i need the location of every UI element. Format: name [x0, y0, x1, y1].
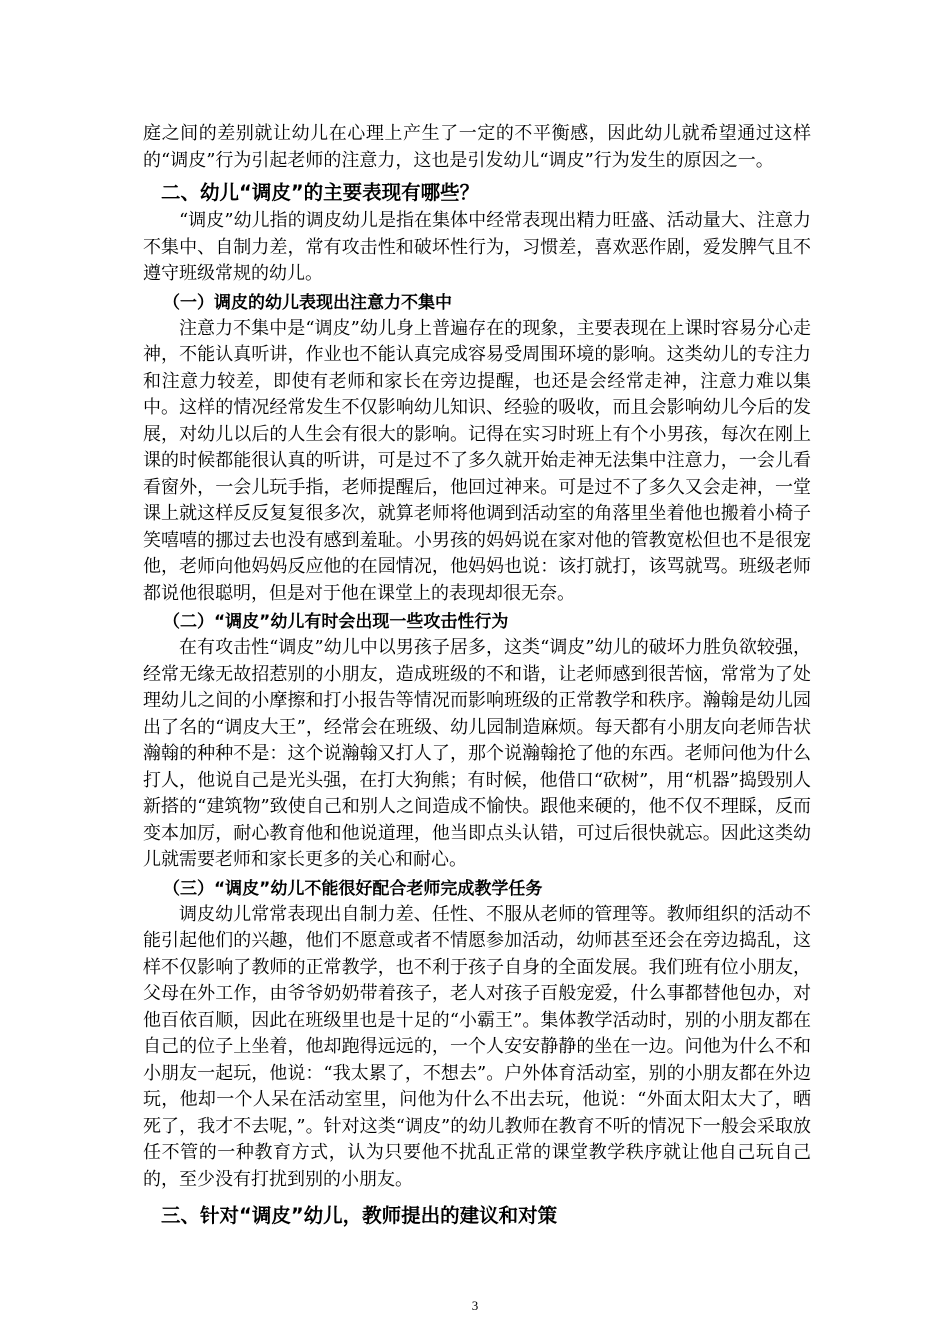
paragraph-cooperation: 调皮幼儿常常表现出自制力差、任性、不服从老师的管理等。教师组织的活动不能引起他们的兴趣，他们不愿意或者不情愿参加活动，幼师甚至还会在旁边捣乱，这样不仅影响了教师的正常教学，也不利于孩子自身的全面发展。我们班有位小朋友，父母在外工作，由爷爷奶奶带着孩子，老人对孩子百般宠爱，什么事都替他包办，对他百依百顺，因此在班级里也是十足的“小霸王”。集体教学活动时，别的小朋友都在自己的位子上坐着，他却跑得远远的，一个人安安静静的坐在一边。问他为什么不和小朋友一起玩，他说：“我太累了，不想去”。户外体育活动室，别的小朋友都在外边玩，他却一个人呆在活动室里，问他为什么不出去玩，他说：“外面太阳太大了，晒死了，我才不去呢，”。针对这类“调皮”的幼儿教师在教育不听的情况下一般会采取放任不管的一种教育方式，认为只要他不扰乱正常的课堂教学秩序就让他自己玩自己的，至少没有打扰到别的小朋友。	[143, 903, 811, 1190]
page-body	[143, 121, 811, 1231]
section-heading-2: 二、幼儿“调皮”的主要表现有哪些？	[161, 181, 480, 204]
page-number: 3	[471, 1298, 479, 1313]
subheading-2: （二）“调皮”幼儿有时会出现一些攻击性行为	[163, 612, 509, 632]
paragraph-definition: “调皮”幼儿指的调皮幼儿是指在集体中经常表现出精力旺盛、活动量大、注意力不集中、自制力差，常有攻击性和破坏性行为，习惯差，喜欢恶作剧，爱发脾气且不遵守班级常规的幼儿。	[143, 210, 811, 284]
subheading-3: （三）“调皮”幼儿不能很好配合老师完成教学任务	[163, 878, 543, 899]
paragraph-attention: 注意力不集中是“调皮”幼儿身上普遍存在的现象，主要表现在上课时容易分心走神，不能认真听讲，作业也不能认真完成容易受周围环境的影响。这类幼儿的专注力和注意力较差，即使有老师和家长在旁边提醒，也还是会经常走神，注意力难以集中。这样的情况经常发生不仅影响幼儿知识、经验的吸收，而且会影响幼儿今后的发展，对幼儿以后的人生会有很大的影响。记得在实习时班上有个小男孩，每次在刚上课的时候都能很认真的听讲，可是过不了多久就开始走神无法集中注意力，一会儿看看窗外，一会儿玩手指，老师提醒后，他回过神来。可是过不了多久又会走神，一堂课上就这样反反复复很多次，就算老师将他调到活动室的角落里坐着他也搬着小椅子笑嘻嘻的挪过去也没有感到羞耻。小男孩的妈妈说在家对他的管教宽松但也不是很宠他，老师向他妈妈反应他的在园情况，他妈妈也说：该打就打，该骂就骂。班级老师都说他很聪明，但是对于他在课堂上的表现却很无奈。	[143, 317, 811, 604]
subheading-1: （一）调皮的幼儿表现出注意力不集中	[163, 292, 452, 313]
paragraph-aggression: 在有攻击性“调皮”幼儿中以男孩子居多，这类“调皮”幼儿的破坏力胜负欲较强，经常无缘无故招惹别的小朋友，造成班级的不和谐，让老师感到很苦恼，常常为了处理幼儿之间的小摩擦和打小报告等情况而影响班级的正常教学和秩序。瀚翰是幼儿园出了名的“调皮大王”，经常会在班级、幼儿园制造麻烦。每天都有小朋友向老师告状瀚翰的种种不是：这个说瀚翰又打人了，那个说瀚翰抢了他的东西。老师问他为什么打人，他说自己是光头强，在打大狗熊；有时候，他借口“砍树”，用“机器”捣毁别人新搭的“建筑物”致使自己和别人之间造成不愉快。跟他来硬的，他不仅不理睬，反而变本加厉，耐心教育他和他说道理，他当即点头认错，可过后很快就忘。因此这类幼儿就需要老师和家长更多的关心和耐心。	[143, 637, 811, 870]
paragraph-continuation: 庭之间的差别就让幼儿在心理上产生了一定的不平衡感，因此幼儿就希望通过这样的“调皮”行为引起老师的注意力，这也是引发幼儿“调皮”行为发生的原因之一。	[143, 123, 811, 171]
section-heading-3: 三、针对“调皮”幼儿，教师提出的建议和对策	[161, 1204, 558, 1227]
